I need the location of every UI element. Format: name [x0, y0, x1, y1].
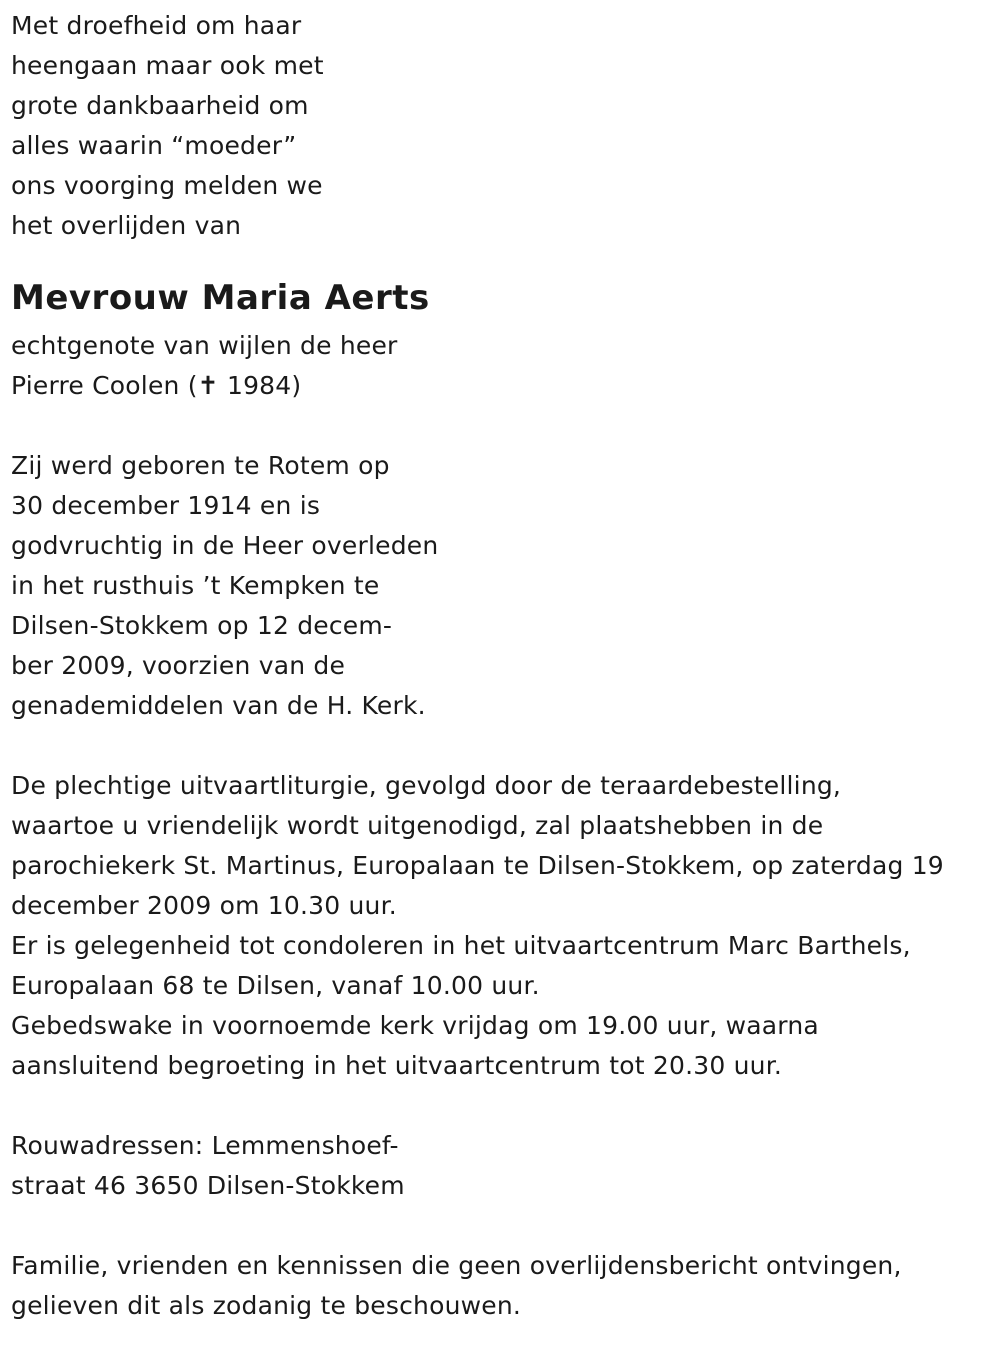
address-line: Rouwadressen: Lemmenshoef-	[11, 1131, 399, 1160]
ceremony-paragraph	[11, 766, 996, 1086]
spacer	[11, 1086, 996, 1126]
birth-death-line: Dilsen-Stokkem op 12 decem-	[11, 611, 393, 640]
address-paragraph	[11, 1126, 996, 1206]
birth-death-line: Zij werd geboren te Rotem op	[11, 451, 390, 480]
spouse-line: Pierre Coolen (✝ 1984)	[11, 371, 302, 400]
birth-death-line: genademiddelen van de H. Kerk.	[11, 691, 426, 720]
intro-line: ons voorging melden we	[11, 171, 323, 200]
spouse-line: echtgenote van wijlen de heer	[11, 331, 398, 360]
closing-paragraph	[11, 1246, 996, 1326]
birth-death-line: in het rusthuis ’t Kempken te	[11, 571, 380, 600]
ceremony-line: De plechtige uitvaartliturgie, gevolgd door de teraardebestelling,	[11, 771, 842, 800]
intro-paragraph	[11, 6, 996, 246]
closing-line: Familie, vrienden en kennissen die geen overlijdensbericht ontvingen,	[11, 1251, 902, 1280]
ceremony-line: waartoe u vriendelijk wordt uitgenodigd, zal plaatshebben in de	[11, 811, 824, 840]
ceremony-line: Gebedswake in voornoemde kerk vrijdag om 19.00 uur, waarna	[11, 1011, 819, 1040]
ceremony-line: Er is gelegenheid tot condoleren in het uitvaartcentrum Marc Barthels,	[11, 931, 911, 960]
intro-line: het overlijden van	[11, 211, 242, 240]
intro-line: heengaan maar ook met	[11, 51, 324, 80]
birth-death-paragraph	[11, 446, 996, 726]
closing-line: gelieven dit als zodanig te beschouwen.	[11, 1291, 522, 1320]
spacer	[11, 1206, 996, 1246]
deceased-name: Mevrouw Maria Aerts	[11, 278, 430, 318]
intro-line: grote dankbaarheid om	[11, 91, 309, 120]
obituary-notice	[11, 6, 996, 1326]
intro-line: Met droefheid om haar	[11, 11, 302, 40]
birth-death-line: godvruchtig in de Heer overleden	[11, 531, 439, 560]
ceremony-line: december 2009 om 10.30 uur.	[11, 891, 397, 920]
ceremony-line: aansluitend begroeting in het uitvaartcentrum tot 20.30 uur.	[11, 1051, 783, 1080]
birth-death-line: 30 december 1914 en is	[11, 491, 321, 520]
ceremony-line: parochiekerk St. Martinus, Europalaan te Dilsen-Stokkem, op zaterdag 19	[11, 851, 944, 880]
ceremony-line: Europalaan 68 te Dilsen, vanaf 10.00 uur.	[11, 971, 540, 1000]
spouse-paragraph	[11, 326, 996, 406]
intro-line: alles waarin “moeder”	[11, 131, 297, 160]
birth-death-line: ber 2009, voorzien van de	[11, 651, 346, 680]
spacer	[11, 406, 996, 446]
address-line: straat 46 3650 Dilsen-Stokkem	[11, 1171, 405, 1200]
spacer	[11, 726, 996, 766]
